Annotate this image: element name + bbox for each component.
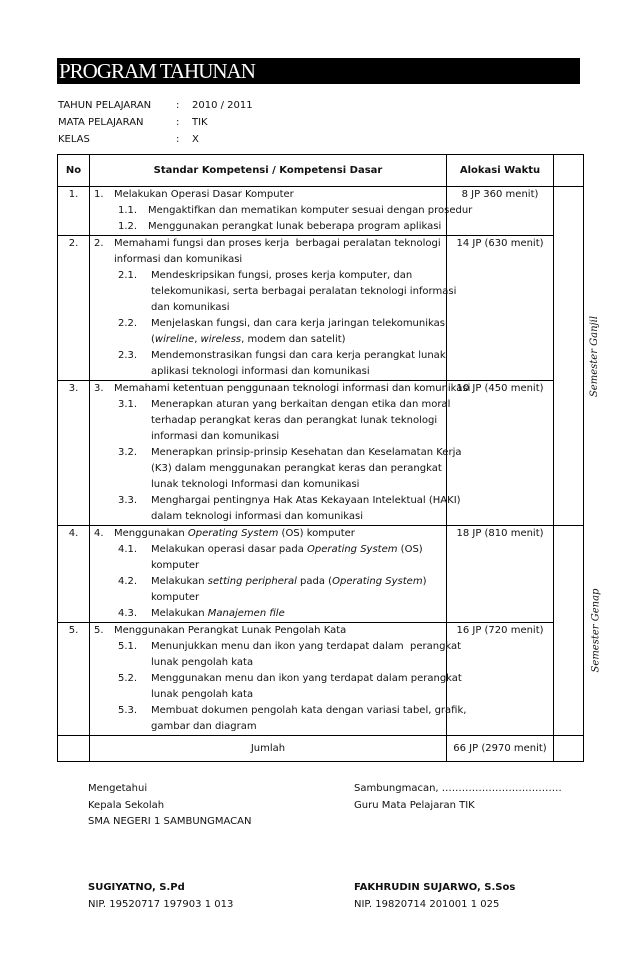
sig-right-nip: NIP. 19820714 201001 1 025: [354, 899, 500, 910]
semester-genap-label: Semester Genap: [590, 588, 602, 673]
total-row: [58, 736, 584, 762]
sig-right-line1: Sambungmacan, ………………………………: [354, 783, 562, 794]
sig-left-line3: SMA NEGERI 1 SAMBUNGMACAN: [88, 816, 252, 827]
sig-left-name: SUGIYATNO, S.Pd: [88, 882, 185, 893]
header-sk: Standar Kompetensi / Kompetensi Dasar: [90, 155, 447, 187]
table-row: 4. 4. Menggunakan Operating System (OS) komputer 4.1. Melakukan operasi dasar pada Operating System (OS) komputer 4.2. Melakukan setting peripheral pada (Operating System) komputer 4.3. Melakukan Manajemen file 18 JP (810 menit) Semester Genap: [58, 526, 584, 623]
sk-cell: 2. Memahami fungsi dan proses kerja berbagai peralatan teknologi informasi dan komunikasi 2.1. Mendeskripsikan fungsi, proses kerja komputer, dan telekomunikasi, serta berbagai peralatan teknologi informasi dan komunikasi 2.2. Menjelaskan fungsi, dan cara kerja jaringan telekomunikasi (wireline, wireless, modem dan satelit) 2.3. Mendemonstrasikan fungsi dan cara kerja perangkat lunak aplikasi teknologi informasi dan komunikasi: [90, 236, 447, 381]
sig-right-name: FAKHRUDIN SUJARWO, S.Sos: [354, 882, 516, 893]
table-row: 2. 2. Memahami fungsi dan proses kerja berbagai peralatan teknologi informasi dan komunikasi 2.1. Mendeskripsikan fungsi, proses kerja komputer, dan telekomunikasi, serta berbagai peralatan teknologi informasi dan komunikasi 2.2. Menjelaskan fungsi, dan cara kerja jaringan telekomunikasi (wireline, wireless, modem dan satelit) 2.3. Mendemonstrasikan fungsi dan cara kerja perangkat lunak aplikasi teknologi informasi dan komunikasi 14 JP (630 menit): [58, 236, 584, 381]
sig-left-line1: Mengetahui: [88, 783, 148, 794]
sig-left-nip: NIP. 19520717 197903 1 013: [88, 899, 234, 910]
semester-genap-cell: [554, 526, 602, 736]
table-row: 1. 1. Melakukan Operasi Dasar Komputer 1.1. Mengaktifkan dan mematikan komputer sesuai dengan prosedur 1.2. Menggunakan perangkat lunak beberapa program aplikasi 8 JP 360 menit) Semester Ganjil: [58, 187, 584, 236]
header-semester-blank: [554, 155, 584, 187]
page-title: PROGRAM TAHUNAN: [59, 59, 255, 83]
sig-right-line2: Guru Mata Pelajaran TIK: [354, 800, 475, 811]
title-bar: [57, 58, 580, 84]
sk-cell: 1. Melakukan Operasi Dasar Komputer 1.1. Mengaktifkan dan mematikan komputer sesuai dengan prosedur 1.2. Menggunakan perangkat lunak beberapa program aplikasi: [90, 187, 447, 236]
total-value: 66 JP (2970 menit): [447, 736, 554, 762]
header-waktu: Alokasi Waktu: [447, 155, 554, 187]
table-row: 5. 5. Menggunakan Perangkat Lunak Pengolah Kata 5.1. Menunjukkan menu dan ikon yang terdapat dalam perangkat lunak pengolah kata 5.2. Menggunakan menu dan ikon yang terdapat dalam perangkat lunak pengolah kata 5.3. Membuat dokumen pengolah kata dengan variasi tabel, grafik, gambar dan diagram 16 JP (720 menit): [58, 623, 584, 736]
semester-ganjil-cell: [554, 187, 601, 526]
sig-left-line2: Kepala Sekolah: [88, 800, 165, 811]
sk-cell: 4. Menggunakan Operating System (OS) komputer 4.1. Melakukan operasi dasar pada Operating System (OS) komputer 4.2. Melakukan setting peripheral pada (Operating System) komputer 4.3. Melakukan Manajemen file: [90, 526, 447, 623]
table-row: 3. 3. Memahami ketentuan penggunaan teknologi informasi dan komunikasi 3.1. Menerapkan aturan yang berkaitan dengan etika dan moral terhadap perangkat keras dan perangkat lunak teknologi informasi dan komunikasi 3.2. Menerapkan prinsip-prinsip Kesehatan dan Keselamatan Kerja (K3) dalam menggunakan perangkat keras dan perangkat lunak teknologi Informasi dan komunikasi 3.3. Menghargai pentingnya Hak Atas Kekayaan Intelektual (HAKI) dalam teknologi informasi dan komunikasi 10 JP (450 menit): [58, 381, 584, 526]
table-header-row: [58, 155, 584, 187]
sk-cell: 3. Memahami ketentuan penggunaan teknologi informasi dan komunikasi 3.1. Menerapkan aturan yang berkaitan dengan etika dan moral terhadap perangkat keras dan perangkat lunak teknologi informasi dan komunikasi 3.2. Menerapkan prinsip-prinsip Kesehatan dan Keselamatan Kerja (K3) dalam menggunakan perangkat keras dan perangkat lunak teknologi Informasi dan komunikasi 3.3. Menghargai pentingnya Hak Atas Kekayaan Intelektual (HAKI) dalam teknologi informasi dan komunikasi: [90, 381, 447, 526]
total-label: Jumlah: [90, 736, 447, 762]
semester-ganjil-label: Semester Ganjil: [589, 315, 601, 397]
sk-cell: 5. Menggunakan Perangkat Lunak Pengolah Kata 5.1. Menunjukkan menu dan ikon yang terdapat dalam perangkat lunak pengolah kata 5.2. Menggunakan menu dan ikon yang terdapat dalam perangkat lunak pengolah kata 5.3. Membuat dokumen pengolah kata dengan variasi tabel, grafik, gambar dan diagram: [90, 623, 447, 736]
program-table: [57, 154, 602, 762]
header-no: No: [58, 155, 90, 187]
